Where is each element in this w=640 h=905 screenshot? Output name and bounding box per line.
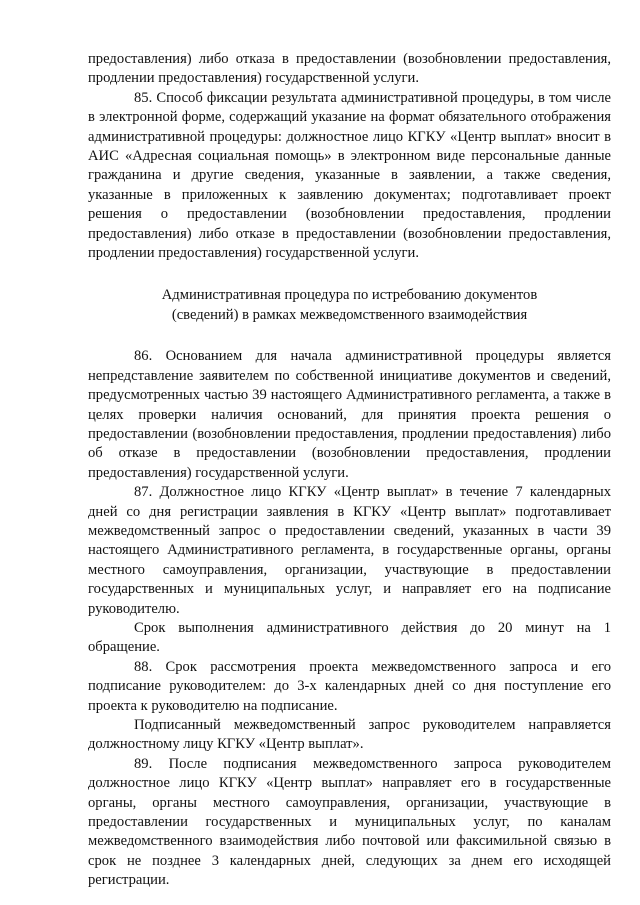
- section-heading-line-2: (сведений) в рамках межведомственного взаимодействия: [171, 306, 528, 323]
- paragraph-continuation: предоставления) либо отказа в предоставлении (возобновлении предоставления, продлении предоставления) государственной услуги.: [88, 51, 611, 87]
- paragraph-86: 86. Основанием для начала административной процедуры является непредставление заявителем по собственной инициативе документов и сведений, предусмотренных частью 39 настоящего Административного регламента, а также в целях проверки наличия оснований, для принятия проекта решения о предоставлении (возобновлении предоставления, продлении предоставления) либо об отказе в предоставлении (возобновлении предоставления, продлении предоставления) государственной услуги.: [88, 348, 611, 481]
- section-heading: [88, 286, 611, 325]
- section-heading-line-1: Административная процедура по истребованию документов: [161, 287, 538, 304]
- paragraph-89: 89. После подписания межведомственного запроса руководителем должностное лицо КГКУ «Центр выплат» направляет его в государственные органы, органы местного самоуправления, организации, участвующие в предоставлении государственных и муниципальных услуг, по каналам межведомственного взаимодействия либо почтовой или факсимильной связью в срок не позднее 3 календарных дней, следующих за днем его исходящей регистрации.: [88, 755, 611, 889]
- paragraph-87: 87. Должностное лицо КГКУ «Центр выплат» в течение 7 календарных дней со дня регистрации заявления в КГКУ «Центр выплат» подготавливает межведомственный запрос о предоставлении сведений, указанных в части 39 настоящего Административного регламента, в государственные органы, органы местного самоуправления, организации, участвующие в предоставлении государственных и муниципальных услуг, и направляет его на подписание руководителю.: [88, 484, 611, 617]
- paragraph-85: 85. Способ фиксации результата административной процедуры, в том числе в электронной форме, содержащий указание на формат обязательного отображения административной процедуры: должностное лицо КГКУ «Центр выплат» вносит в АИС «Адресная социальная помощь» в электронном виде персональные данные гражданина и другие сведения, указанные в заявлении, а также сведения, указанные в приложенных к заявлению документах; подготавливает проект решения о предоставлении (возобновлении предоставления, продлении предоставления) либо отказе в предоставлении (возобновлении предоставления, продлении предоставления) государственной услуги.: [88, 89, 611, 262]
- paragraph-87-term: Срок выполнения административного действия до 20 минут на 1 обращение.: [88, 619, 611, 656]
- document-page: [88, 50, 611, 891]
- paragraph-88: 88. Срок рассмотрения проекта межведомственного запроса и его подписание руководителем: до 3-х календарных дней со дня поступление его проекта к руководителю на подписание.: [88, 658, 611, 714]
- paragraph-88-note: Подписанный межведомственный запрос руководителем направляется должностному лицу КГКУ «Центр выплат».: [88, 717, 611, 753]
